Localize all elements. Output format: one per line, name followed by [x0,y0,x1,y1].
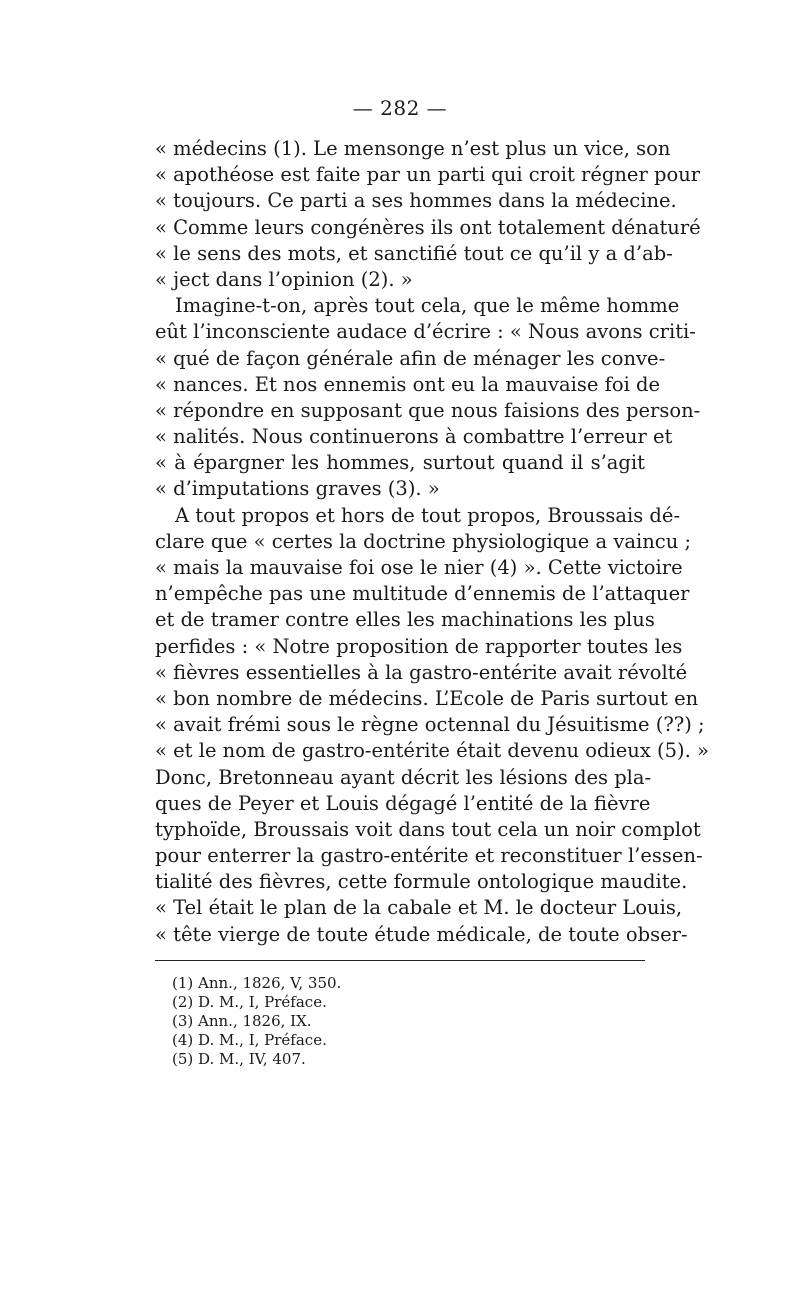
text-line: perfides : « Notre proposition de rapporter toutes les [155,634,683,658]
text-line: « répondre en supposant que nous faisions des person- [155,398,701,422]
footnote: (4) D. M., I, Préface. [172,1031,327,1049]
text-line: et de tramer contre elles les machinations les plus [155,608,655,632]
page-number: — 282 — [352,96,448,120]
footnote: (5) D. M., IV, 407. [172,1050,306,1068]
text-line: Donc, Bretonneau ayant décrit les lésions des pla- [155,765,652,789]
text-line: « nances. Et nos ennemis ont eu la mauvaise foi de [155,372,661,396]
text-line: « fièvres essentielles à la gastro-entérite avait révolté [155,660,688,684]
text-line: eût l’inconsciente audace d’écrire : « Nous avons criti- [155,320,696,344]
text-line: « avait frémi sous le règne octennal du Jésuitisme (??) ; [155,713,705,737]
text-line: « toujours. Ce parti a ses hommes dans la médecine. [155,189,677,213]
footnote: (1) Ann., 1826, V, 350. [172,974,342,992]
footnote: (3) Ann., 1826, IX. [172,1012,312,1030]
text-line: « ject dans l’opinion (2). » [155,267,413,291]
text-line: « Tel était le plan de la cabale et M. le docteur Louis, [155,896,683,920]
text-line: A tout propos et hors de tout propos, Broussais dé- [175,503,681,527]
text-line: clare que « certes la doctrine physiologique a vaincu ; [155,529,692,553]
body-text [155,136,709,948]
text-line: « et le nom de gastro-entérite était devenu odieux (5). » [155,739,709,763]
text-line: « qué de façon générale afin de ménager les conve- [155,346,666,370]
text-line: « à épargner les hommes, surtout quand il s’agit [155,451,645,475]
text-line: pour enterrer la gastro-entérite et reconstituer l’essen- [155,844,703,868]
text-line: « Comme leurs congénères ils ont totalement dénaturé [155,215,701,239]
footnote: (2) D. M., I, Préface. [172,993,327,1011]
text-line: « médecins (1). Le mensonge n’est plus un vice, son [155,137,671,160]
text-line: « tête vierge de toute étude médicale, de toute obser- [155,922,688,946]
footnotes [172,974,572,1069]
text-line: n’empêche pas une multitude d’ennemis de l’attaquer [155,582,690,606]
text-line: « apothéose est faite par un parti qui croit régner pour [155,163,701,187]
text-line: Imagine-t-on, après tout cela, que le même homme [175,294,680,318]
text-line: typhoïde, Broussais voit dans tout cela un noir complot [155,817,701,841]
text-line: « nalités. Nous continuerons à combattre l’erreur et [155,425,673,449]
text-line: « le sens des mots, et sanctifié tout ce qu’il y a d’ab- [155,241,673,265]
text-line: « mais la mauvaise foi ose le nier (4) ». Cette victoire [155,556,683,579]
text-line: tialité des fièvres, cette formule ontologique maudite. [155,870,688,894]
text-line: « bon nombre de médecins. L’Ecole de Paris surtout en [155,686,699,710]
text-line: ques de Peyer et Louis dégagé l’entité de la fièvre [155,791,651,815]
text-line: « d’imputations graves (3). » [155,477,440,501]
footnote-separator [155,960,645,961]
